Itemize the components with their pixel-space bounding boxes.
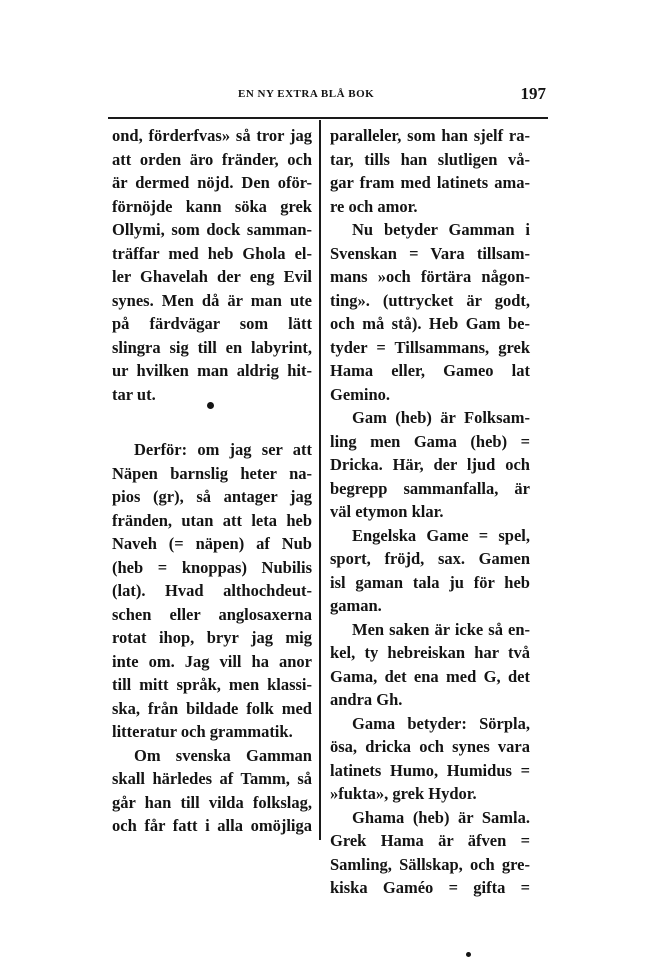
- text-line: slingra sig till en labyrint,: [112, 337, 312, 357]
- text-line: skall härledes af Tamm, så: [112, 769, 312, 788]
- text-line: ond, förderfvas» så tror jag: [112, 126, 312, 145]
- text-line: isl gaman tala ju för heb: [330, 572, 530, 592]
- text-line: Men saken är icke så en-: [352, 619, 530, 639]
- text-line: »fukta», grek Hydor.: [330, 784, 477, 803]
- text-line: ur hvilken man aldrig hit-: [112, 361, 312, 380]
- text-line: (lat). Hvad althochdeut-: [112, 581, 312, 600]
- text-line: Ollymi, som dock samman-: [112, 220, 312, 239]
- page-header: [110, 84, 546, 108]
- text-line: andra Gh.: [330, 690, 403, 709]
- text-line: sport, fröjd, sax. Gamen: [330, 549, 530, 568]
- text-line: till mitt språk, men klassi-: [112, 675, 312, 694]
- text-line: Gama, det ena med G, det: [330, 666, 530, 686]
- text-line: gar fram med latinets ama-: [330, 173, 530, 192]
- text-line: väl etymon klar.: [330, 502, 444, 521]
- text-line: Ghama (heb) är Samla.: [352, 807, 530, 827]
- text-line: Gam (heb) är Folksam-: [352, 408, 530, 427]
- text-line: schen eller anglosaxerna: [112, 604, 312, 624]
- text-line: Naveh (= näpen) af Nub: [112, 534, 312, 553]
- text-line: Svenskan = Vara tillsam-: [330, 243, 530, 263]
- text-line: Derför: om jag ser att: [134, 440, 312, 459]
- text-line: gaman.: [330, 596, 382, 615]
- text-line: (heb = knoppas) Nubilis: [112, 557, 312, 577]
- text-line: Engelska Game = spel,: [352, 525, 530, 545]
- text-line: kiska Gaméo = gifta =: [330, 878, 530, 897]
- text-line: Gama betyder: Sörpla,: [352, 713, 530, 733]
- header-rule: [108, 117, 548, 119]
- text-line: latinets Humo, Humidus =: [330, 760, 530, 780]
- text-line: ling men Gama (heb) =: [330, 431, 530, 451]
- text-line: mans »och förtära någon-: [330, 267, 530, 286]
- text-line: Gemino.: [330, 384, 391, 404]
- text-line: förnöjde kann söka grek: [112, 196, 312, 216]
- text-line: begrepp sammanfalla, är: [330, 478, 530, 498]
- text-line: Dricka. Här, der ljud och: [330, 455, 530, 474]
- ink-speck: [466, 952, 471, 957]
- left-column-bottom: [112, 438, 312, 838]
- text-line: och må stå). Heb Gam be-: [330, 314, 530, 333]
- text-line: synes. Men då är man ute: [112, 290, 312, 310]
- text-line: paralleler, som han sjelf ra-: [330, 126, 530, 145]
- page-number: 197: [520, 84, 546, 103]
- running-title: EN NY EXTRA BLÅ BOK: [238, 88, 375, 100]
- text-line: pios (gr), så antager jag: [112, 487, 312, 506]
- text-line: kel, ty hebreiskan har två: [330, 643, 530, 662]
- text-line: Om svenska Gamman: [134, 745, 312, 765]
- right-column: [330, 124, 530, 900]
- text-line: Samling, Sällskap, och gre-: [330, 854, 530, 874]
- text-line: rotat ihop, bryr jag mig: [112, 628, 312, 647]
- column-divider: [319, 120, 321, 840]
- text-line: inte om. Jag vill ha anor: [112, 651, 312, 671]
- text-line: Nu betyder Gamman i: [352, 220, 530, 239]
- text-line: ting». (uttrycket är godt,: [330, 290, 530, 310]
- text-line: ösa, dricka och synes vara: [330, 737, 530, 756]
- text-line: Näpen barnslig heter na-: [112, 463, 312, 483]
- text-line: litteratur och grammatik.: [112, 722, 293, 741]
- text-line: tar, tills han slutligen vå-: [330, 149, 530, 169]
- text-line: träffar med heb Ghola el-: [112, 243, 312, 263]
- text-line: och får fatt i alla omöjliga: [112, 816, 312, 835]
- text-line: att orden äro fränder, och: [112, 149, 312, 169]
- text-line: är dermed nöjd. Den oför-: [112, 173, 312, 192]
- text-line: re och amor.: [330, 196, 418, 216]
- text-line: fränden, utan att leta heb: [112, 510, 312, 530]
- text-line: Hama eller, Gameo lat: [330, 361, 530, 380]
- left-column-top: [112, 124, 312, 406]
- text-line: ler Ghavelah der eng Evil: [112, 267, 312, 286]
- text-line: tyder = Tillsammans, grek: [330, 337, 530, 357]
- text-line: går han till vilda folkslag,: [112, 792, 312, 812]
- text-line: ska, från bildade folk med: [112, 698, 312, 718]
- section-bullet: [207, 402, 214, 409]
- text-line: på färdvägar som lätt: [112, 314, 312, 333]
- text-line: Grek Hama är äfven =: [330, 831, 530, 850]
- text-line: tar ut.: [112, 384, 156, 404]
